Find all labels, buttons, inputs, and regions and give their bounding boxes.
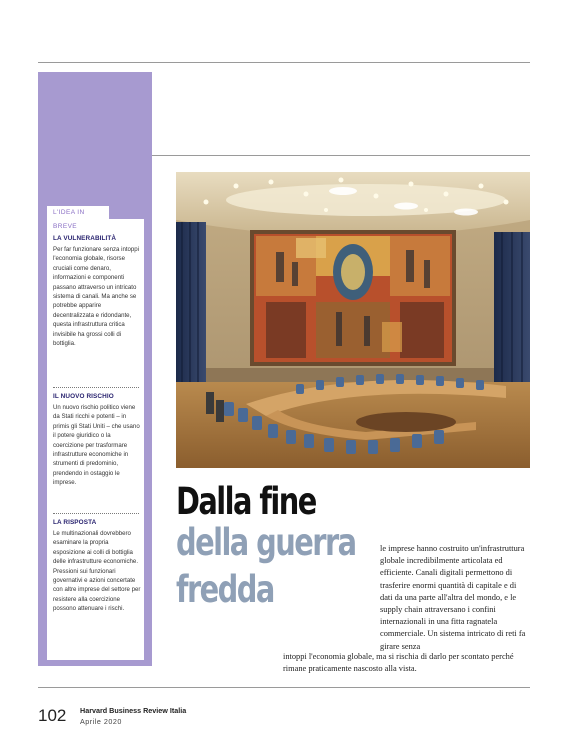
sidebar-section-new-risk (53, 393, 141, 488)
headline-line-2: della guerra (176, 521, 356, 564)
sidebar-divider (53, 513, 139, 514)
body-paragraph: le imprese hanno costruito un'infrastruttura globale incredibilmente articolata ed efficiente. Canali digitali permettono di trasferire enormi quantità di capitale e di dati da una parte all'altra del mondo, e le supply chain attraversano i confini internazionali in una fitta ragnatela commerciale. Un sistema intricato di reti fa girare senza (380, 544, 526, 651)
sidebar-section-vulnerability (53, 235, 141, 348)
body-paragraph-continuation: intoppi l'economia globale, ma si rischia di darlo per scontato perché rimane praticamente nascosto alla vista. (283, 652, 514, 674)
sidebar-tag: L'IDEA IN BREVE (47, 206, 109, 220)
page-number: 102 (38, 706, 67, 725)
security-council-photo (176, 172, 530, 468)
section-text: Per far funzionare senza intoppi l'economia globale, risorse cruciali come denaro, informazioni e componenti passano attraverso un intricato sistema di canali. Ma anche se potrebbe apparire decentralizzata e ridondante, questa infrastruttura critica invisibile ha grossi colli di bottiglia. (53, 246, 140, 348)
section-text: Un nuovo rischio politico viene da Stati ricchi e potenti – in primis gli Stati Uniti – che usano il potere giuridico o la coercizione per trasformare infrastrutture economiche in strumenti di predominio, prendendo in ostaggio le imprese. (53, 404, 140, 487)
bottom-rule (38, 687, 530, 688)
issue-date: Aprile 2020 (80, 717, 122, 726)
sidebar-divider (53, 387, 139, 388)
mid-rule (152, 155, 530, 156)
headline-line-1: Dalla fine (176, 480, 316, 523)
magazine-title: Harvard Business Review Italia (80, 706, 187, 715)
headline-line-3: fredda (176, 568, 274, 611)
section-heading: LA VULNERABILITÀ (53, 235, 117, 242)
section-heading: IL NUOVO RISCHIO (53, 393, 114, 400)
section-text: Le multinazionali dovrebbero esaminare la propria esposizione ai colli di bottiglia delle infrastrutture economiche. Pressioni sui funzionari governativi e azioni concertate con altre imprese del settore per resistere alla coercizione possono attenuare i rischi. (53, 530, 141, 613)
top-rule (38, 62, 530, 63)
section-heading: LA RISPOSTA (53, 519, 97, 526)
sidebar-section-response (53, 519, 141, 614)
